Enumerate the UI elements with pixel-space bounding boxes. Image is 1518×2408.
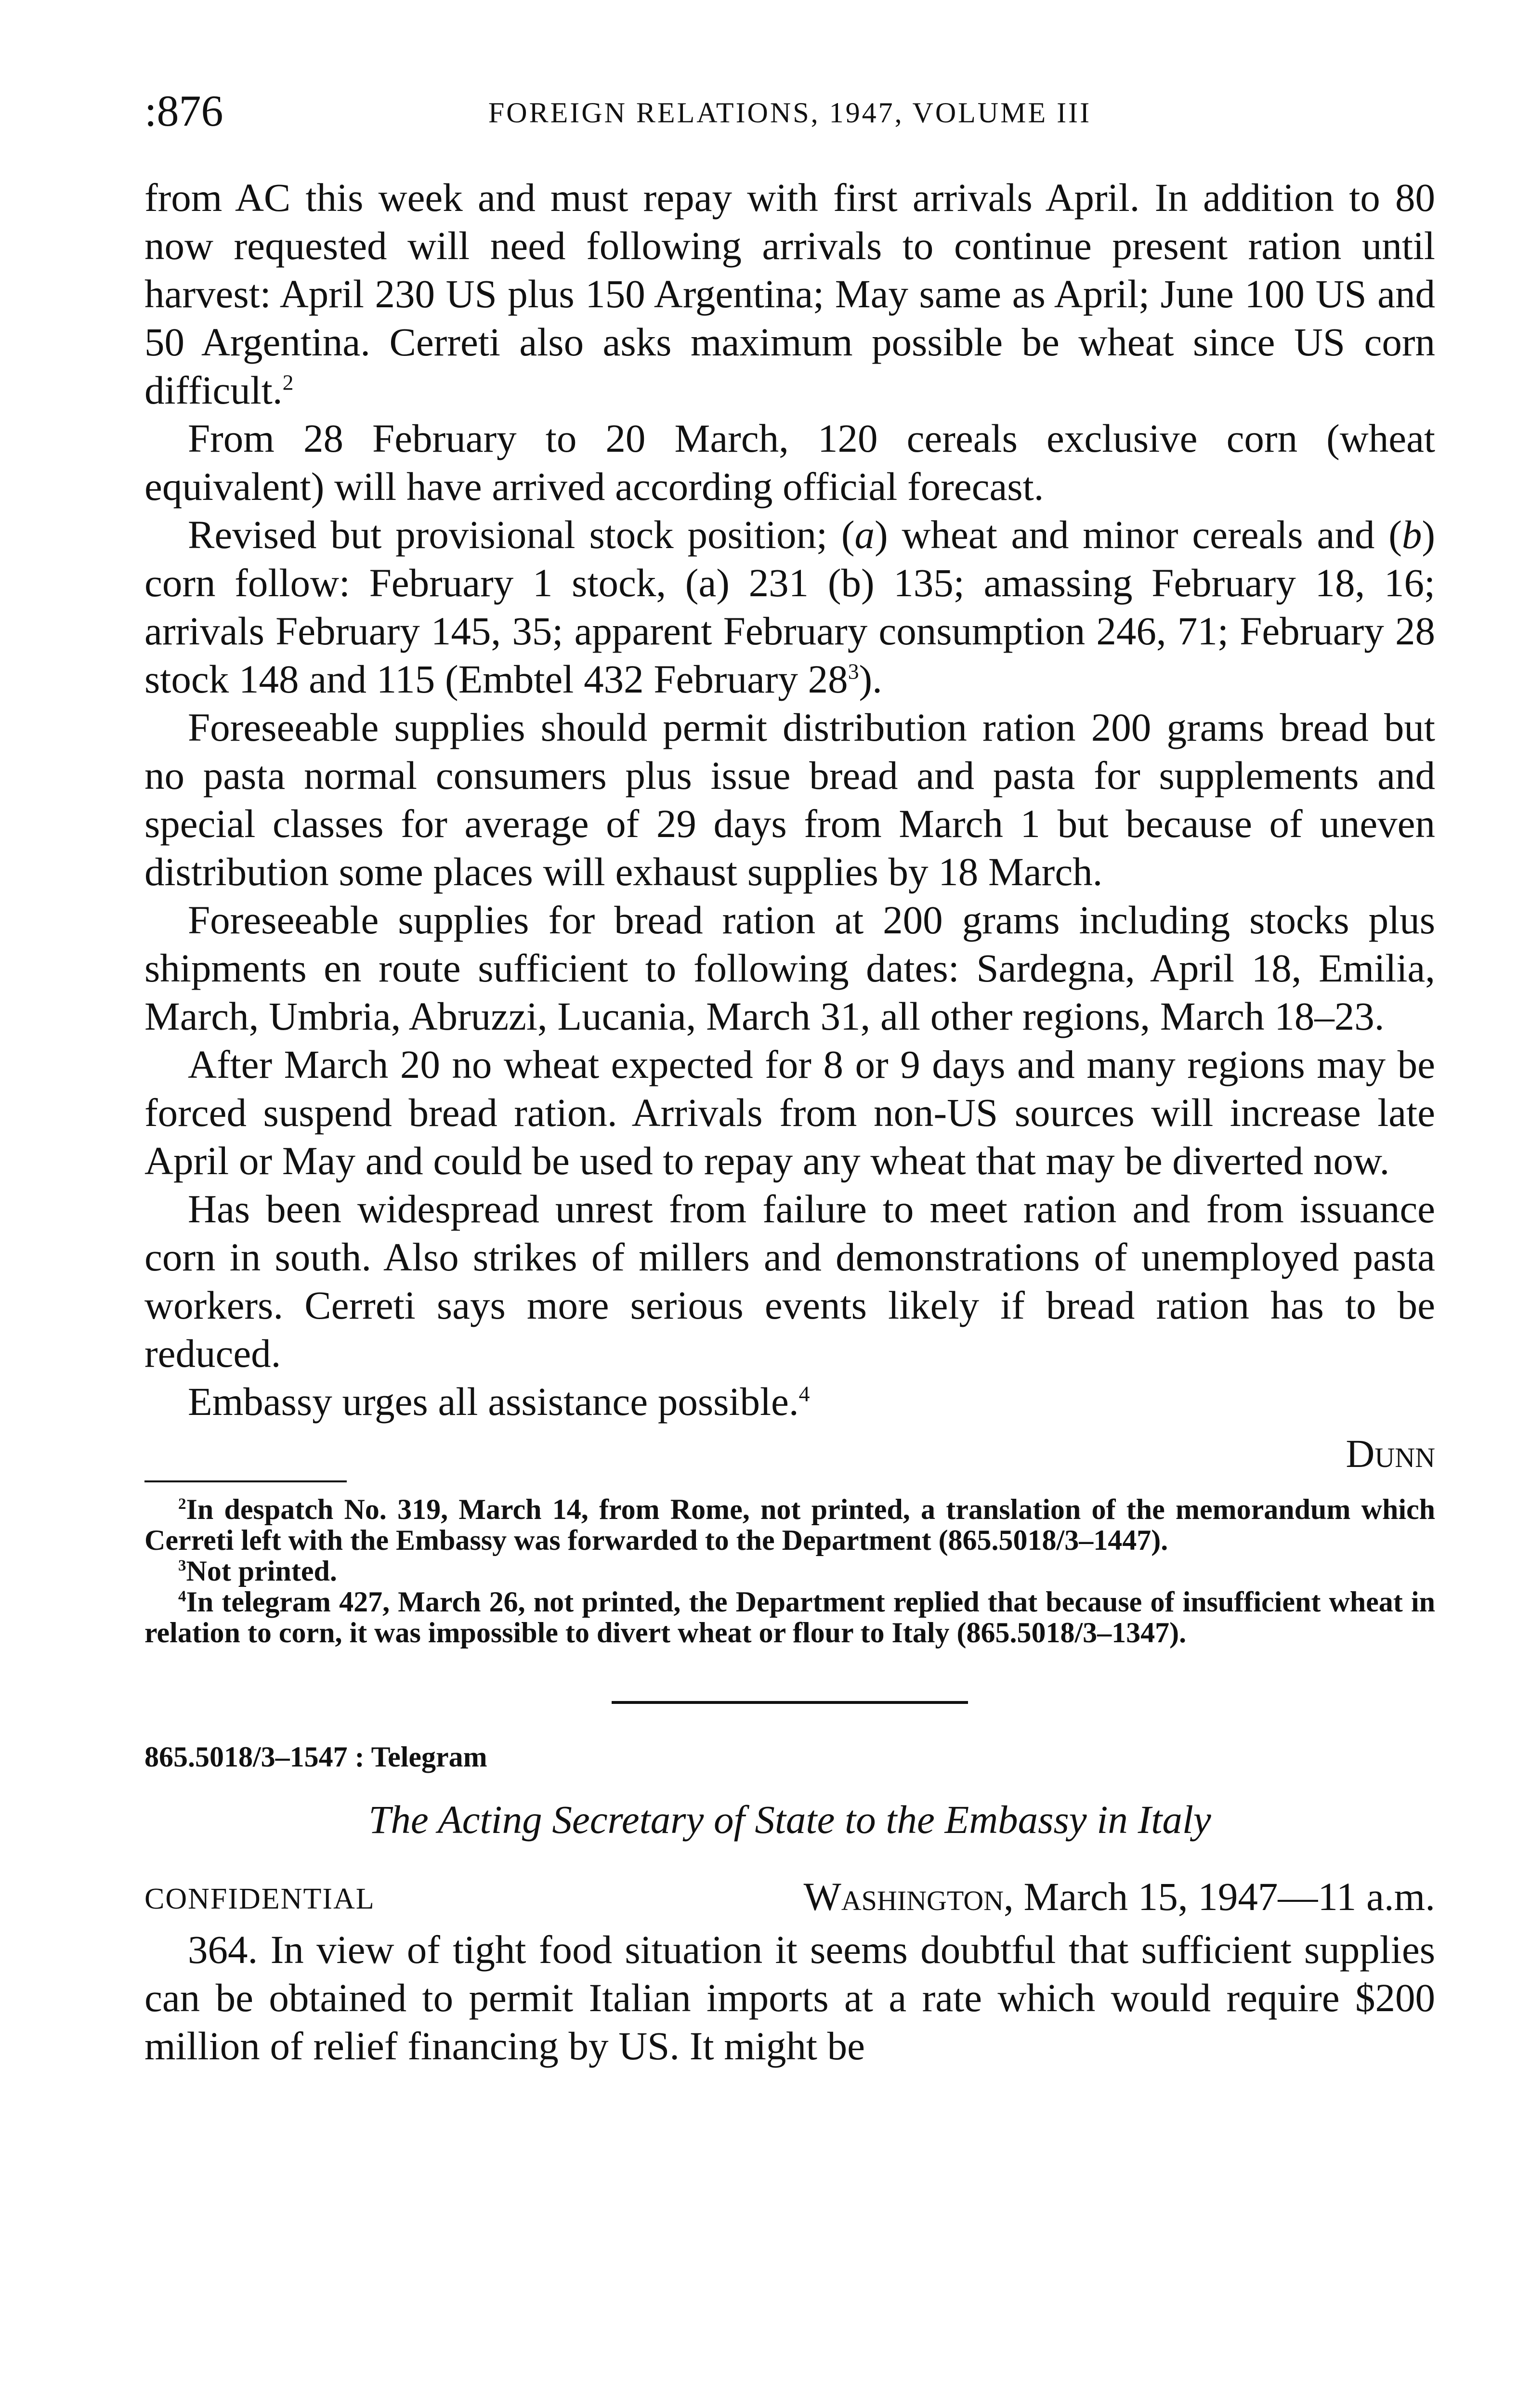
- footnote-ref: 2: [282, 370, 294, 395]
- page-body: [144, 173, 1435, 2070]
- paragraph: Foreseeable supplies should permit distribution ration 200 grams bread but no pasta normal consumers plus issue bread and pasta for supplements and special classes for average of 29 days from March 1 but because of uneven distribution some places will exhaust supplies by 18 March.: [144, 705, 1435, 894]
- paragraph-text: Revised but provisional stock position; (: [188, 512, 855, 557]
- footnote-text: In telegram 427, March 26, not printed, the Department replied that because of insufficient wheat in relation to corn, it was impossible to divert wheat or flour to Italy (865.5018/3–1347).: [144, 1586, 1435, 1649]
- paragraph-text: from AC this week and must repay with first arrivals April. In addition to 80 now requested will need following arrivals to continue present ration until harvest: April 230 US plus 150 Argentina; May same as April; June 100 US and 50 Argentina. Cerreti also asks maximum possible be wheat since US corn difficult.: [144, 175, 1435, 412]
- item-letter: b: [1401, 512, 1422, 557]
- signature: Dunn: [1346, 1431, 1435, 1476]
- paragraph: Has been widespread unrest from failure to meet ration and from issuance corn in south. Also strikes of millers and demonstrations of unemployed pasta workers. Cerreti says more serious events likely if bread ration has to be reduced.: [144, 1187, 1435, 1375]
- paragraph-text: ) wheat and minor cereals and (: [875, 512, 1402, 557]
- page-number: :876: [144, 86, 223, 135]
- footnote-number: 2: [178, 1495, 186, 1513]
- paragraph-text: Embassy urges all assistance possible.: [188, 1379, 799, 1424]
- paragraph-text: ).: [859, 657, 882, 701]
- classification: CONFIDENTIAL: [144, 1883, 375, 1915]
- footnote: [144, 1494, 1435, 1556]
- paragraph-text: ) corn follow: February 1 stock, (a) 231 (b) 135; amassing February 18, 16; arrivals February 145, 35; apparent February consumption 246, 71; February 28 stock 148 and 115 (Embtel 432 February 28: [144, 512, 1435, 701]
- footnote-ref: 4: [798, 1381, 810, 1406]
- footnote-text: In despatch No. 319, March 14, from Rome, not printed, a translation of the memorandum which Cerreti left with the Embassy was forwarded to the Department (865.5018/3–1447).: [144, 1493, 1435, 1556]
- paragraph: After March 20 no wheat expected for 8 or 9 days and many regions may be forced suspend bread ration. Arrivals from non-US sources will increase late April or May and could be used to repay any wheat that may be diverted now.: [144, 1042, 1435, 1183]
- paragraph-stock-position: [144, 510, 1435, 703]
- section-divider: [612, 1701, 968, 1704]
- footnote: [144, 1556, 1435, 1586]
- paragraph: From 28 February to 20 March, 120 cereals exclusive corn (wheat equivalent) will have arrived according official forecast.: [144, 416, 1435, 509]
- item-letter: a: [854, 512, 875, 557]
- document-title: The Acting Secretary of State to the Embassy in Italy: [368, 1797, 1211, 1842]
- footnote-number: 4: [178, 1588, 186, 1605]
- paragraph: Foreseeable supplies for bread ration at 200 grams including stocks plus shipments en route sufficient to following dates: Sardegna, April 18, Emilia, March, Umbria, Abruzzi, Lucania, March 31, all other regions, March 18–23.: [144, 898, 1435, 1038]
- date: , March 15, 1947—11 a.m.: [1004, 1874, 1435, 1919]
- paragraph-continued: [144, 173, 1435, 414]
- paragraph: 364. In view of tight food situation it seems doubtful that sufficient supplies can be obtained to permit Italian imports at a rate which would require $200 million of relief financing by US. It might be: [144, 1927, 1435, 2068]
- date-line: [803, 1872, 1435, 1921]
- dateline: [144, 1872, 1435, 1925]
- footnote: [144, 1586, 1435, 1648]
- document-reference: 865.5018/3–1547 : Telegram: [144, 1741, 487, 1773]
- place: Washington: [803, 1874, 1004, 1919]
- footnote-ref: 3: [848, 659, 859, 684]
- footnote-text: Not printed.: [186, 1555, 337, 1587]
- footnote-divider: [144, 1480, 347, 1482]
- paragraph: [144, 1377, 1435, 1426]
- running-head: FOREIGN RELATIONS, 1947, VOLUME III: [488, 97, 1092, 129]
- page-header: [144, 87, 1435, 144]
- footnote-number: 3: [178, 1557, 186, 1574]
